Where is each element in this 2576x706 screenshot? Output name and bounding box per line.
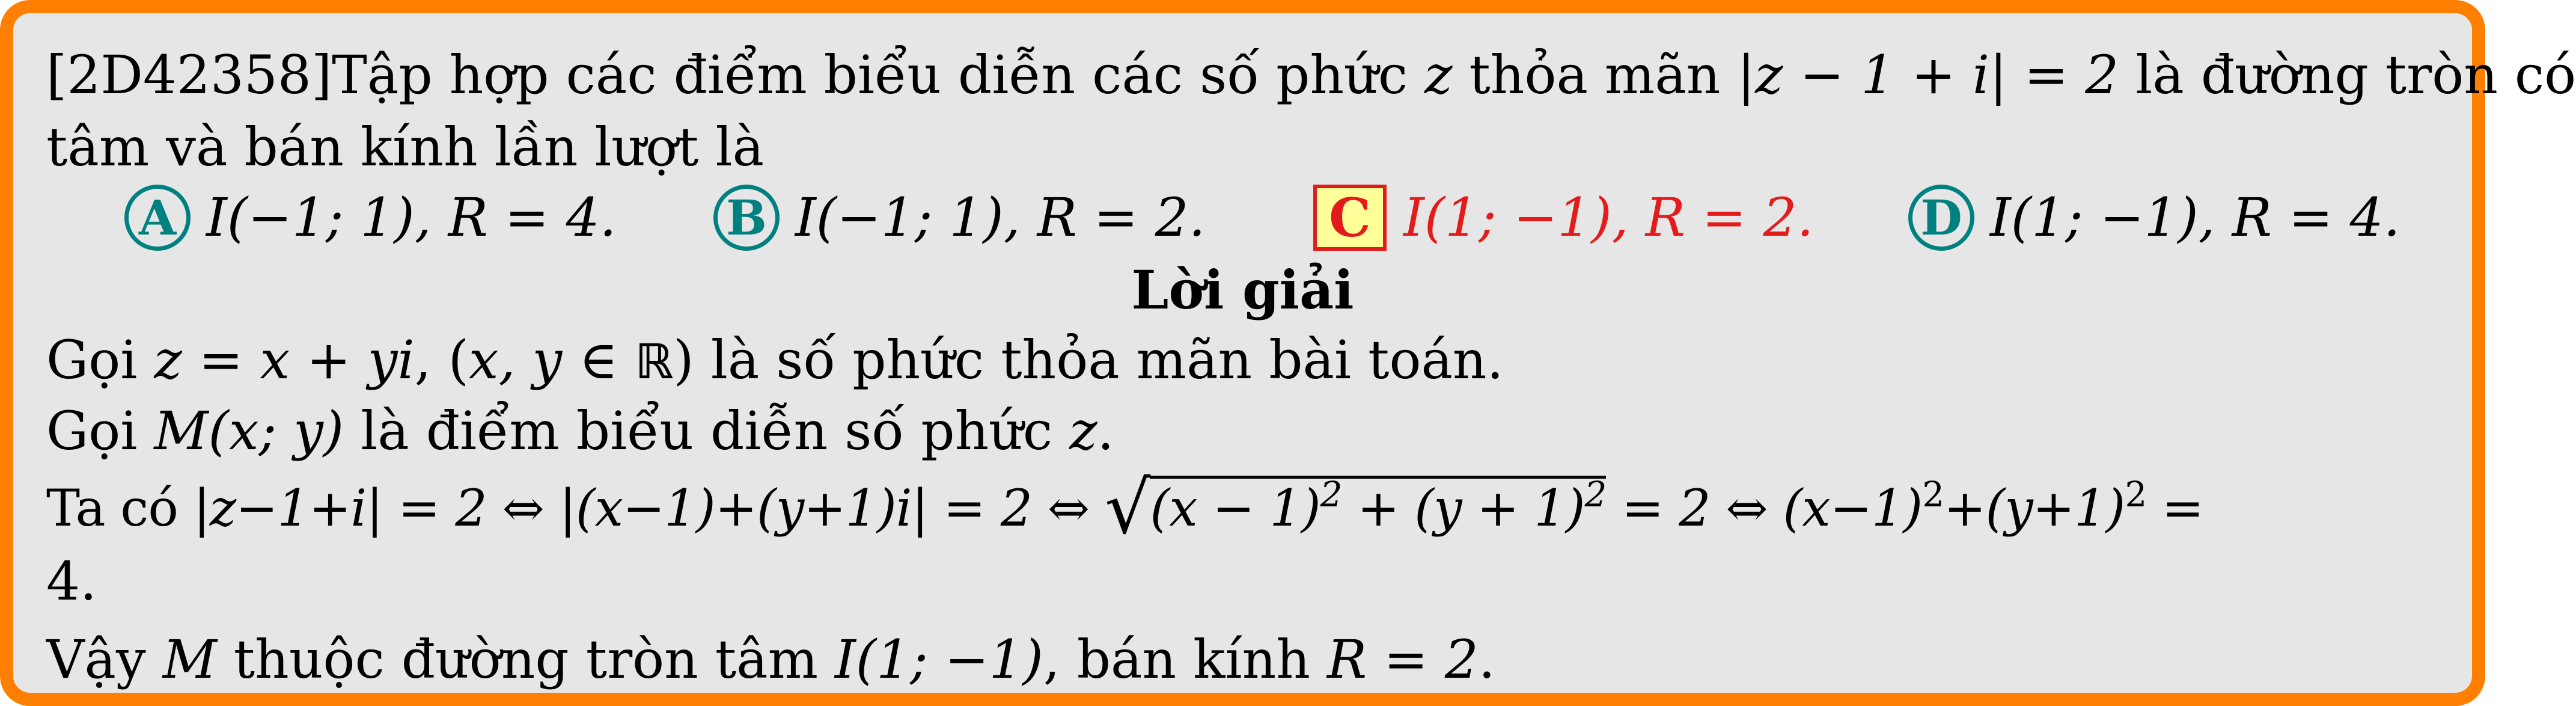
s3-radicand bbox=[1150, 476, 1606, 538]
question-z: z bbox=[1424, 44, 1453, 106]
s1-b: z = x + yi bbox=[154, 329, 415, 391]
s3-c: (x − 1) bbox=[1150, 479, 1320, 538]
s3-e: = 2 ⇔ (x−1) bbox=[1606, 479, 1923, 538]
s3-d-exp: 2 bbox=[1584, 474, 1607, 515]
question-text-1: Tập hợp các điểm biểu diễn các số phức bbox=[332, 44, 1425, 106]
question-modulus: |z − 1 + i| = 2 bbox=[1737, 44, 2119, 106]
option-a-marker: A bbox=[124, 185, 191, 251]
s1-f: ) là số phức thỏa mãn bài toán. bbox=[673, 329, 1504, 391]
solution-heading: Lời giải bbox=[1131, 259, 1354, 321]
question-text-3: là đường tròn có bbox=[2119, 44, 2576, 106]
s2-e: . bbox=[1097, 400, 1114, 462]
s5-a: Vậy bbox=[46, 628, 163, 690]
s1-real-set: ℝ bbox=[635, 334, 674, 390]
s2-c: là điểm biểu diễn số phức bbox=[344, 400, 1070, 462]
question-line-2: tâm và bán kính lần lượt là bbox=[46, 116, 765, 178]
s3-g: = bbox=[2146, 479, 2204, 538]
option-b-marker: B bbox=[713, 185, 780, 251]
s3-d: + (y + 1) bbox=[1341, 479, 1585, 538]
solution-line-3 bbox=[46, 467, 2448, 550]
question-id: [2D42358] bbox=[46, 44, 332, 106]
s2-d: z bbox=[1069, 400, 1097, 462]
s5-e: , bán kính bbox=[1043, 628, 1327, 690]
s1-c: , ( bbox=[414, 329, 469, 391]
option-a[interactable] bbox=[124, 185, 617, 251]
s5-c: thuộc đường tròn tâm bbox=[216, 628, 835, 690]
s3-b: |z−1+i| = 2 ⇔ |(x−1)+(y+1)i| = 2 ⇔ bbox=[193, 479, 1105, 538]
option-b[interactable] bbox=[713, 185, 1206, 251]
option-d[interactable] bbox=[1908, 185, 2401, 251]
option-c-marker: C bbox=[1313, 185, 1387, 251]
s3-c-exp: 2 bbox=[1320, 474, 1342, 515]
question-line-1 bbox=[46, 42, 2576, 108]
s5-d: I(1; −1) bbox=[835, 628, 1043, 690]
option-a-text: I(−1; 1), R = 4. bbox=[206, 186, 617, 248]
s3-a: Ta có bbox=[46, 479, 194, 538]
s1-a: Gọi bbox=[46, 329, 154, 391]
s1-d: x, y ∈ bbox=[468, 329, 635, 391]
options-row bbox=[46, 185, 2448, 251]
option-c[interactable] bbox=[1313, 185, 1814, 251]
s2-b: M(x; y) bbox=[154, 400, 344, 462]
sqrt-symbol: √ bbox=[1104, 467, 1150, 550]
s3-f: +(y+1) bbox=[1944, 479, 2125, 538]
solution-line-1 bbox=[46, 327, 2448, 395]
s3-e-exp: 2 bbox=[1922, 474, 1944, 515]
s3-f-exp: 2 bbox=[2125, 474, 2147, 515]
s2-a: Gọi bbox=[46, 400, 154, 462]
solution-line-2 bbox=[46, 398, 2448, 464]
option-d-marker: D bbox=[1908, 185, 1974, 251]
option-d-text: I(1; −1), R = 4. bbox=[1990, 186, 2401, 248]
solution-line-4: 4. bbox=[46, 550, 97, 612]
option-b-text: I(−1; 1), R = 2. bbox=[795, 186, 1206, 248]
s5-g: . bbox=[1478, 628, 1495, 690]
question-text-2: thỏa mãn bbox=[1452, 44, 1738, 106]
s5-f: R = 2 bbox=[1326, 628, 1479, 690]
solution-line-5 bbox=[46, 627, 2448, 693]
option-c-text: I(1; −1), R = 2. bbox=[1403, 186, 1814, 248]
s5-b: M bbox=[162, 628, 217, 690]
